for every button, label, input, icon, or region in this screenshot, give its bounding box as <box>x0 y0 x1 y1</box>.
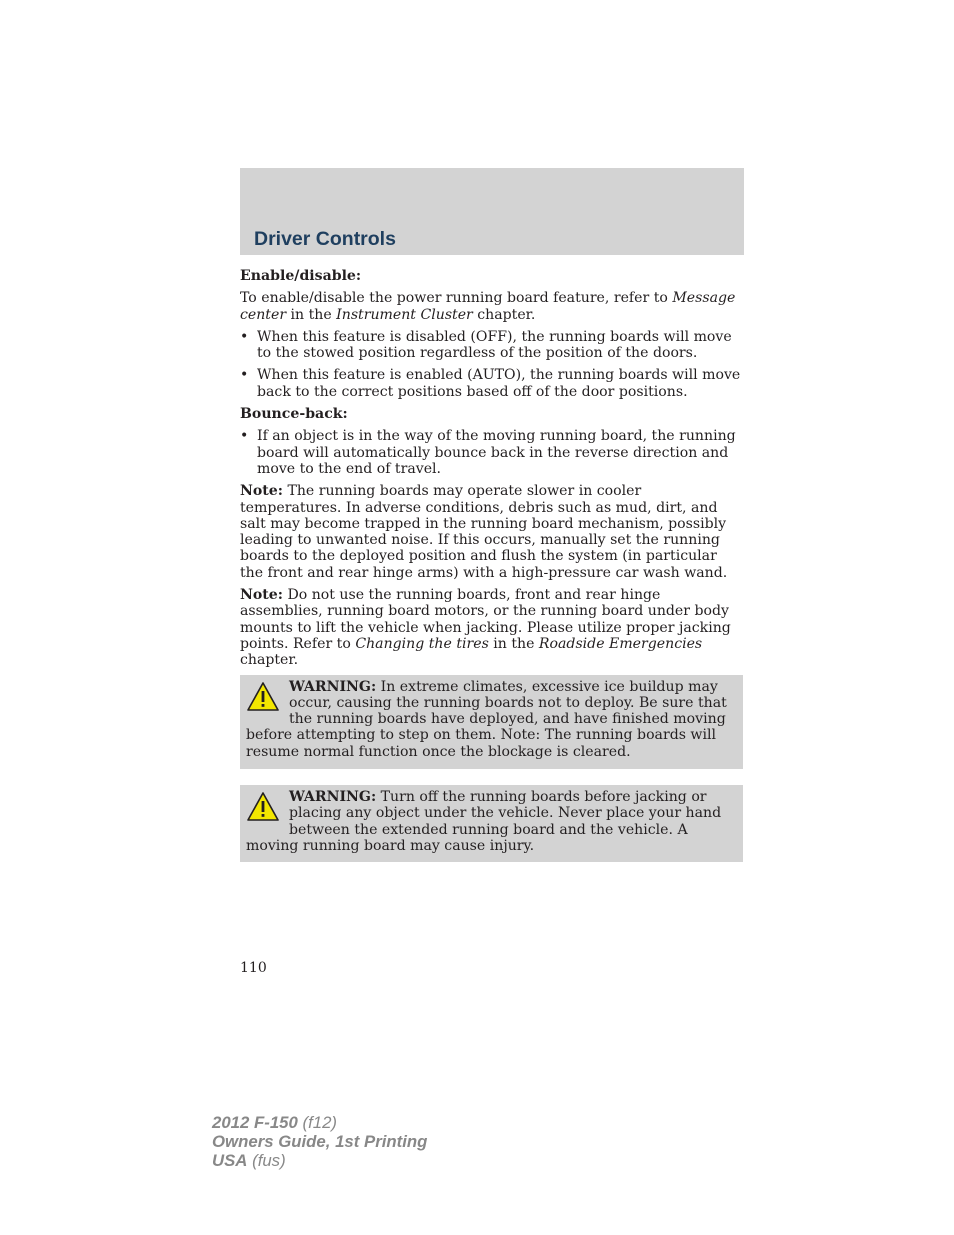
list-item <box>240 367 743 400</box>
message-center-reference: Message center <box>240 290 736 323</box>
note-paragraph <box>240 587 743 668</box>
warning-text: Turn off the running boards before jacking or placing any object under the vehicle. Never place your hand between the extended running board and the vehicle. A moving running board may cause injury. <box>246 789 722 854</box>
intro-text: chapter. <box>472 306 536 323</box>
note-text: The running boards may operate slower in cooler temperatures. In adverse conditions, debris such as mud, dirt, and salt may become trapped in the running board mechanism, possibly leading to unwanted noise. If this occurs, manually set the running boards to the deployed position and flush the system (in particular the front and rear hinge arms) with a high-pressure car wash wand. <box>240 483 728 581</box>
enable-disable-intro <box>240 290 743 323</box>
warning-text: In extreme climates, excessive ice buildup may occur, causing the running boards not to deploy. Be sure that the running boards have deployed, and have finished moving before attempting to step on them. Note: The running boards will resume normal function once the blockage is cleared. <box>246 678 727 760</box>
footer-printing: Owners Guide, 1st Printing <box>212 1132 428 1151</box>
page-number: 110 <box>240 960 267 976</box>
bounce-back-list <box>240 428 743 477</box>
changing-tires-reference: Changing the tires <box>355 635 489 652</box>
enable-disable-heading: Enable/disable: <box>240 268 362 284</box>
section-header <box>240 168 744 255</box>
section-title: Driver Controls <box>254 228 396 250</box>
footer-line-printing <box>212 1132 427 1151</box>
document-footer <box>212 1113 427 1170</box>
note-text: chapter. <box>240 652 299 669</box>
footer-market: USA <box>212 1151 248 1170</box>
note-text: Do not use the running boards, front and rear hinge assemblies, running board motors, or the running board under body mounts to lift the vehicle when jacking. Please utilize proper jacking points. Refer to <box>240 587 731 652</box>
footer-line-market <box>212 1151 427 1170</box>
list-item-text: If an object is in the way of the moving running board, the running board will automatically bounce back in the reverse direction and move to the end of travel. <box>257 428 736 477</box>
bullet-icon: • <box>240 428 249 445</box>
page-content <box>240 268 743 862</box>
bullet-icon: • <box>240 367 249 384</box>
note-label: Note: <box>240 587 283 604</box>
list-item-text: When this feature is disabled (OFF), the running boards will move to the stowed position regardless of the position of the doors. <box>257 328 732 362</box>
warning-label: WARNING: <box>289 789 377 806</box>
note-text: in the <box>488 635 539 652</box>
footer-model-year: 2012 F-150 <box>212 1113 298 1132</box>
note-paragraph <box>240 483 743 581</box>
warning-triangle-icon <box>246 791 280 823</box>
warning-box <box>240 785 743 862</box>
list-item <box>240 329 743 362</box>
intro-text: To enable/disable the power running board feature, refer to <box>240 290 673 307</box>
note-label: Note: <box>240 483 283 500</box>
list-item-text: When this feature is enabled (AUTO), the running boards will move back to the correct positions based off of the door positions. <box>257 367 741 400</box>
warning-triangle-icon <box>246 681 280 713</box>
warning-label: WARNING: <box>289 678 377 695</box>
footer-market-code: (fus) <box>247 1151 286 1170</box>
footer-line-model <box>212 1113 427 1132</box>
footer-model-code: (f12) <box>297 1113 338 1132</box>
warning-box <box>240 675 743 769</box>
instrument-cluster-reference: Instrument Cluster <box>336 306 473 323</box>
enable-disable-list <box>240 329 743 400</box>
intro-text: in the <box>286 306 337 323</box>
roadside-emergencies-reference: Roadside Emergencies <box>538 635 703 652</box>
bullet-icon: • <box>240 328 249 345</box>
list-item <box>240 428 743 477</box>
bounce-back-heading: Bounce-back: <box>240 406 348 423</box>
